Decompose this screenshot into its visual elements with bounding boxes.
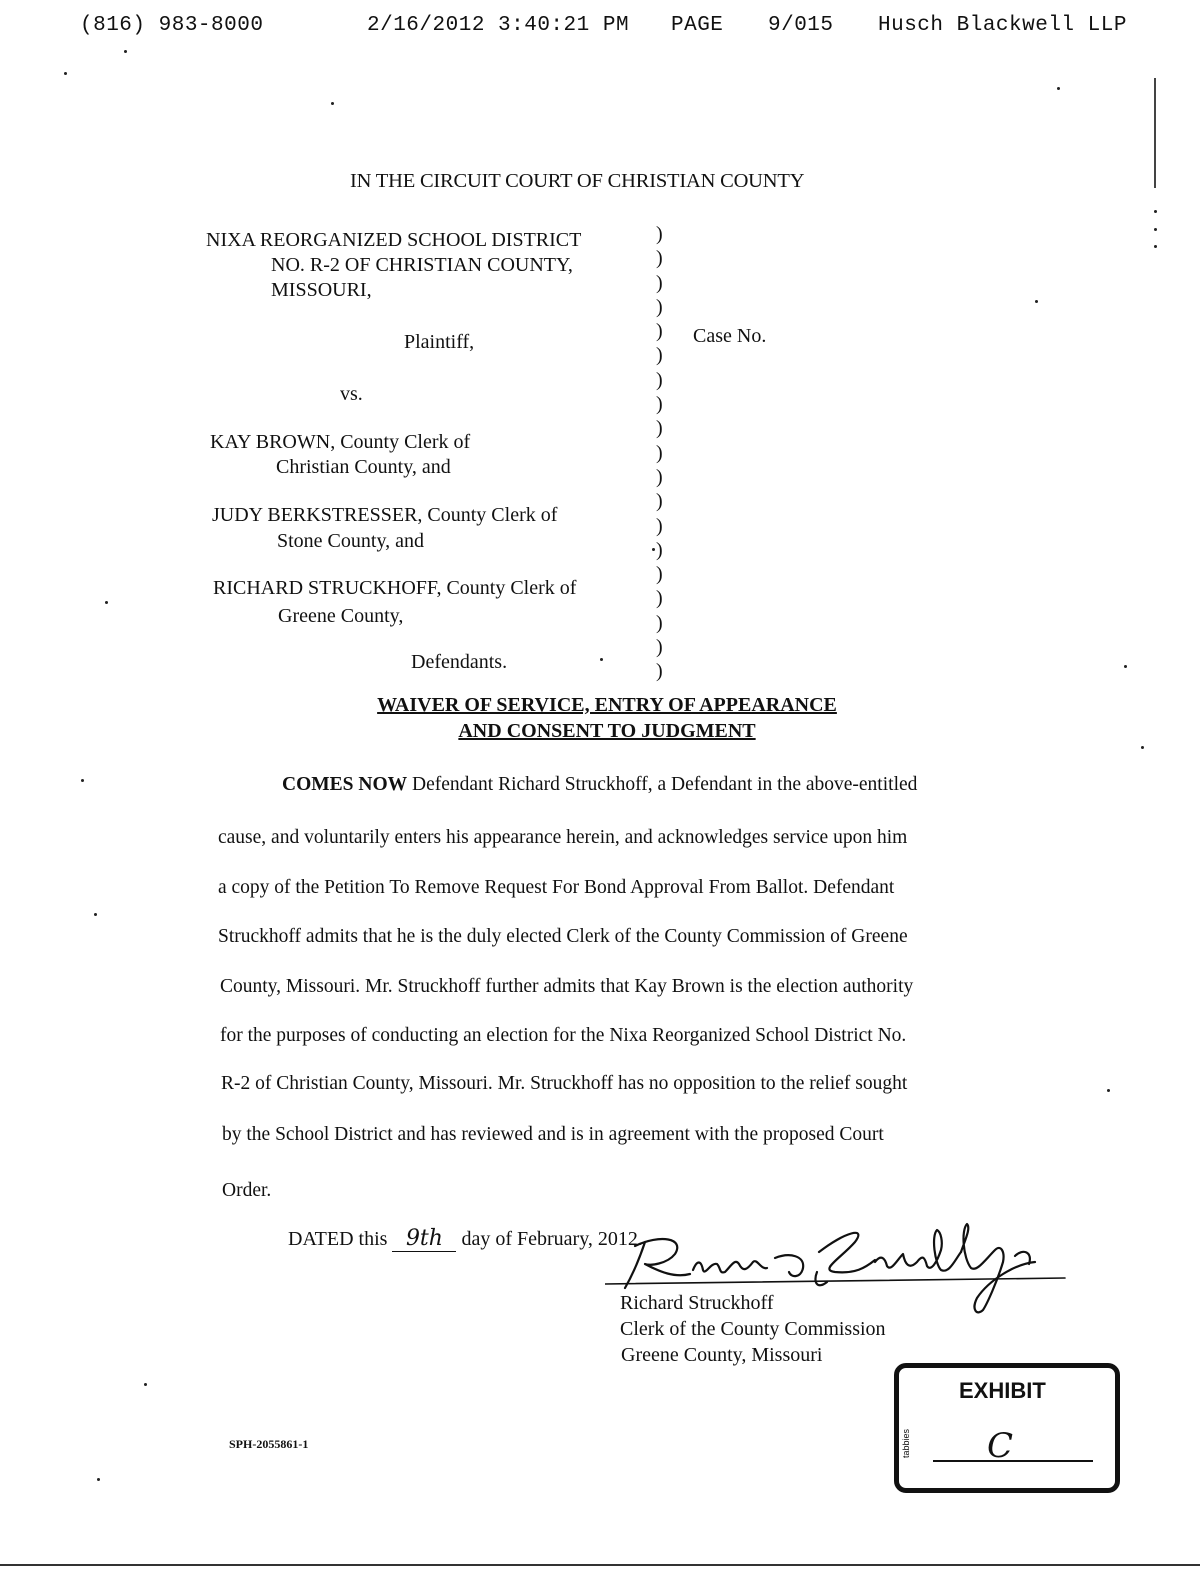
defendant3-line1: RICHARD STRUCKHOFF, County Clerk of [213, 577, 577, 599]
paren: ) [656, 417, 663, 440]
dated-day-handwritten: 9th [392, 1226, 456, 1252]
scan-speck [1141, 746, 1144, 749]
document-title-line2: AND CONSENT TO JUDGMENT [458, 720, 756, 742]
scan-margin-line [1154, 78, 1156, 188]
scan-speck [652, 548, 655, 551]
paren: ) [656, 223, 663, 245]
paren: ) [656, 465, 663, 488]
fax-page-label: PAGE [671, 14, 724, 37]
paren: ) [656, 514, 663, 537]
body-line-6: for the purposes of conducting an election for the Nixa Reorganized School District No. [220, 1025, 907, 1046]
defendant3-line2: Greene County, [278, 605, 404, 627]
plaintiff-name-line2: NO. R-2 OF CHRISTIAN COUNTY, [271, 254, 573, 276]
plaintiff-name-line1: NIXA REORGANIZED SCHOOL DISTRICT [206, 229, 582, 251]
paren: ) [656, 295, 663, 318]
document-title-line1: WAIVER OF SERVICE, ENTRY OF APPEARANCE [377, 694, 837, 716]
scan-speck [331, 102, 334, 105]
fax-sender: Husch Blackwell LLP [878, 14, 1127, 37]
scan-speck [1057, 87, 1060, 90]
body-line-1-text: Defendant Richard Struckhoff, a Defendant in the above-entitled [407, 774, 918, 795]
scan-speck [1124, 665, 1127, 668]
body-line-1 [282, 774, 917, 796]
dated-line [288, 1226, 643, 1252]
scan-speck [124, 50, 127, 53]
defendant1-line1: KAY BROWN, County Clerk of [210, 431, 471, 453]
scan-speck [105, 601, 108, 604]
scan-speck [1107, 1089, 1110, 1092]
fax-page-number: 9/015 [768, 14, 834, 37]
defendant2-line1: JUDY BERKSTRESSER, County Clerk of [212, 504, 558, 526]
body-lead: COMES NOW [282, 774, 408, 795]
paren: ) [656, 636, 663, 659]
body-line-9: Order. [222, 1180, 272, 1201]
body-line-2: cause, and voluntarily enters his appearance herein, and acknowledges service upon him [218, 827, 908, 848]
body-line-3: a copy of the Petition To Remove Request For Bond Approval From Ballot. Defendant [218, 877, 895, 898]
body-line-7: R-2 of Christian County, Missouri. Mr. Struckhoff has no opposition to the relief sought [221, 1073, 908, 1094]
scan-speck [64, 72, 67, 75]
defendant2-line2: Stone County, and [277, 530, 425, 552]
exhibit-label: EXHIBIT [959, 1378, 1046, 1403]
scan-speck [1035, 300, 1038, 303]
exhibit-sticker [894, 1363, 1120, 1493]
scan-speck [144, 1383, 147, 1386]
signatory-county: Greene County, Missouri [621, 1344, 823, 1366]
defendant1-line2: Christian County, and [276, 456, 451, 478]
document-id: SPH-2055861-1 [229, 1437, 309, 1451]
paren: ) [656, 247, 663, 270]
fax-datetime: 2/16/2012 3:40:21 PM [367, 14, 630, 37]
dated-prefix: DATED this [288, 1228, 388, 1250]
signatory-name: Richard Struckhoff [620, 1292, 774, 1314]
caption-parentheses [656, 222, 676, 684]
plaintiff-name-line3: MISSOURI, [271, 279, 372, 301]
court-heading: IN THE CIRCUIT COURT OF CHRISTIAN COUNTY [350, 170, 805, 192]
defendant-role: Defendants. [411, 651, 508, 673]
paren: ) [656, 660, 663, 683]
scan-speck [600, 658, 603, 661]
case-number-label: Case No. [693, 325, 767, 347]
paren: ) [656, 441, 663, 464]
body-line-8: by the School District and has reviewed and is in agreement with the proposed Court [222, 1124, 884, 1145]
scan-bottom-edge [0, 1564, 1200, 1566]
scan-speck [1154, 228, 1157, 231]
scan-speck [1154, 210, 1157, 213]
scan-speck [81, 779, 84, 782]
paren: ) [656, 490, 663, 513]
paren: ) [656, 271, 663, 294]
paren: ) [656, 368, 663, 391]
versus: vs. [340, 383, 363, 405]
paren: ) [656, 587, 663, 610]
scan-speck [1154, 245, 1157, 248]
signatory-title: Clerk of the County Commission [620, 1318, 886, 1340]
paren: ) [656, 393, 663, 416]
paren: ) [656, 611, 663, 634]
paren: ) [656, 563, 663, 586]
scan-speck [94, 913, 97, 916]
paren: ) [656, 344, 663, 367]
exhibit-letter: C [987, 1426, 1014, 1466]
fax-phone: (816) 983-8000 [80, 14, 264, 37]
paren: ) [656, 538, 663, 561]
paren: ) [656, 320, 663, 343]
body-line-4: Struckhoff admits that he is the duly elected Clerk of the County Commission of Greene [218, 926, 908, 947]
body-line-5: County, Missouri. Mr. Struckhoff further admits that Kay Brown is the election authority [220, 976, 914, 997]
dated-suffix: day of February, 2012. [461, 1228, 643, 1250]
exhibit-brand: tabbies [901, 1428, 911, 1458]
scan-speck [97, 1478, 100, 1481]
plaintiff-role: Plaintiff, [404, 331, 475, 353]
